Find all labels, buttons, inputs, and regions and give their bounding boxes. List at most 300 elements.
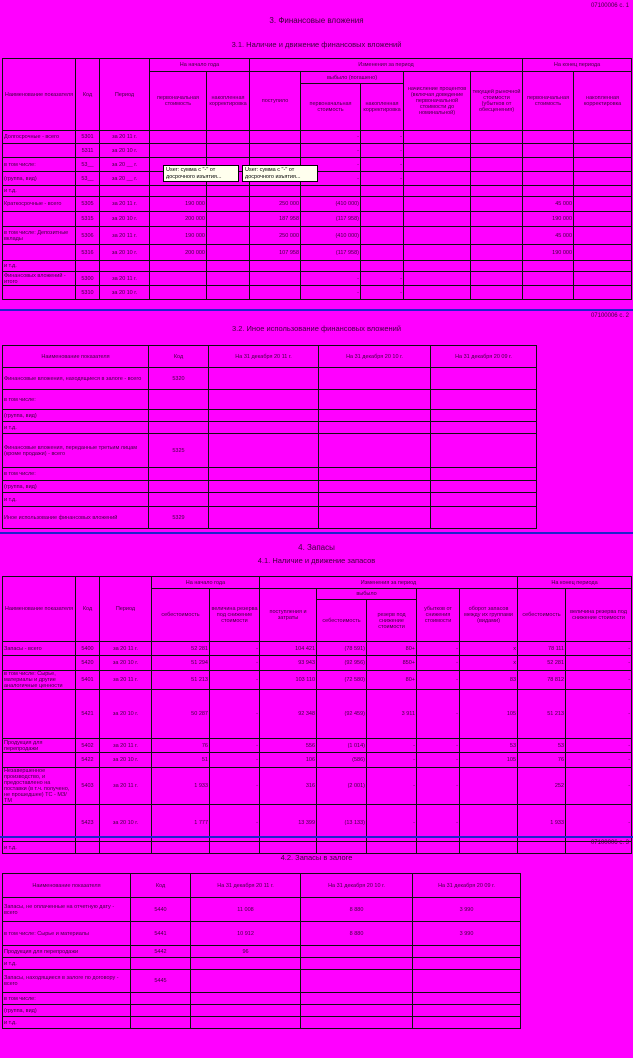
table-row	[3, 922, 521, 946]
row-value-e: 850+	[367, 656, 417, 671]
row-value-a: 200 000	[150, 245, 207, 261]
row-code: 5423	[76, 805, 100, 842]
row-name	[3, 144, 76, 158]
row-value-g: 105	[460, 753, 518, 768]
row-value-empty	[319, 410, 431, 422]
table-row	[3, 493, 537, 507]
row-value-b: -	[210, 642, 260, 656]
row-value-g	[471, 144, 523, 158]
row-value-f	[404, 186, 471, 197]
row-value-2	[301, 946, 413, 958]
row-name: Незавершенное производство, и предоставлено на поставки (в т.ч. получено, не прошедшее) ТС - МЗ/ТМ	[3, 768, 76, 805]
row-period: за 20 10 г.	[100, 212, 150, 227]
row-value-empty	[209, 434, 319, 468]
row-value-f	[404, 227, 471, 245]
row-value-e	[361, 212, 404, 227]
row-value-1	[191, 993, 301, 1005]
row-code: 5442	[131, 946, 191, 958]
row-value-h	[523, 186, 574, 197]
row-name: Запасы, не оплаченные на отчетную дату - всего	[3, 898, 131, 922]
row-value-h	[523, 172, 574, 186]
row-value-d: -	[301, 131, 361, 144]
row-value-a	[150, 186, 207, 197]
row-value-i	[574, 286, 632, 300]
row-value-f: -	[417, 753, 460, 768]
row-value-c	[250, 286, 301, 300]
col-turnover: оборот запасов между их группами (видами)	[460, 589, 518, 642]
row-value-e: -	[361, 272, 404, 286]
row-value-3	[413, 1017, 521, 1029]
row-name: и т.д.	[3, 1017, 131, 1029]
row-period: за 20 11 г.	[100, 671, 152, 690]
row-value-b	[207, 197, 250, 212]
row-value-b	[207, 212, 250, 227]
row-value-a	[150, 144, 207, 158]
table-row	[3, 993, 521, 1005]
table-row	[3, 245, 632, 261]
row-value-f	[404, 131, 471, 144]
row-value-empty	[319, 390, 431, 410]
row-value-empty	[319, 434, 431, 468]
row-code: 5441	[131, 922, 191, 946]
row-value-i	[574, 131, 632, 144]
row-value-b	[207, 186, 250, 197]
col-period-header: Период	[100, 577, 152, 642]
row-code	[131, 958, 191, 970]
row-value-b: -	[210, 768, 260, 805]
row-value-h: 190 000	[523, 212, 574, 227]
row-value-a: 50 287	[152, 690, 210, 739]
row-period: за 20 __ г.	[100, 172, 150, 186]
row-value-3	[413, 958, 521, 970]
row-name: (группа, вид)	[3, 410, 149, 422]
row-value-c	[250, 261, 301, 272]
row-value-f	[404, 261, 471, 272]
table-row	[3, 481, 537, 493]
col-adj-end: накопленная корректировка	[574, 72, 632, 131]
table-row	[3, 468, 537, 481]
row-value-empty	[209, 368, 319, 390]
table-row	[3, 1017, 521, 1029]
row-value-h: 78 812	[518, 671, 566, 690]
row-value-g: x	[460, 656, 518, 671]
row-value-h: 252	[518, 768, 566, 805]
row-value-3	[413, 1005, 521, 1017]
row-value-3: 3 990	[413, 898, 521, 922]
row-value-h: 78 111	[518, 642, 566, 656]
table-row	[3, 946, 521, 958]
row-value-e: 80+	[367, 642, 417, 656]
row-value-c	[250, 272, 301, 286]
table-row	[3, 656, 632, 671]
col-code-header: Код	[149, 346, 209, 368]
table-row	[3, 690, 632, 739]
row-period: за 20 11 г.	[100, 227, 150, 245]
col-name-header: Наименование показателя	[3, 577, 76, 642]
row-value-g	[471, 197, 523, 212]
row-value-d: (586)	[317, 753, 367, 768]
row-name: и т.д.	[3, 422, 149, 434]
row-name: Продукция для перепродажи	[3, 946, 131, 958]
row-value-1: 96	[191, 946, 301, 958]
row-value-e: -	[367, 805, 417, 842]
row-name: и т.д.	[3, 493, 149, 507]
col-reserve2: резерв под снижение стоимости	[367, 600, 417, 642]
row-value-h	[523, 131, 574, 144]
row-value-i: -	[566, 642, 632, 656]
row-value-d: (410 000)	[301, 197, 361, 212]
row-value-empty	[209, 493, 319, 507]
row-value-a: 52 281	[152, 642, 210, 656]
row-value-d: (117 958)	[301, 212, 361, 227]
row-value-a: 51	[152, 753, 210, 768]
row-name: и т.д.	[3, 261, 76, 272]
col-start-header: На начало года	[150, 59, 250, 72]
row-value-g	[471, 212, 523, 227]
row-value-2	[301, 970, 413, 993]
row-value-a	[152, 842, 210, 854]
row-code	[149, 410, 209, 422]
row-value-1	[191, 1005, 301, 1017]
row-value-a: 190 000	[150, 227, 207, 245]
row-value-e	[361, 227, 404, 245]
row-value-d: (410 000)	[301, 227, 361, 245]
row-period	[100, 261, 150, 272]
table-row	[3, 898, 521, 922]
row-value-empty	[431, 507, 537, 529]
col-market: текущей рыночной стоимости (убытков от обесценения)	[471, 72, 523, 131]
row-value-f: -	[417, 642, 460, 656]
row-value-i: -	[566, 739, 632, 753]
table-row	[3, 261, 632, 272]
row-value-i	[574, 144, 632, 158]
row-name: в том числе:	[3, 390, 149, 410]
row-name: Запасы, находящиеся в залоге по договору - всего	[3, 970, 131, 993]
row-name: и т.д.	[3, 842, 76, 854]
form-code-p3: 07100006 с. 3	[590, 840, 629, 846]
row-value-e: 80+	[367, 671, 417, 690]
row-value-b: -	[210, 753, 260, 768]
row-name: и т.д.	[3, 186, 76, 197]
table-row	[3, 671, 632, 690]
row-value-1: 10 912	[191, 922, 301, 946]
row-value-d	[301, 186, 361, 197]
row-value-2	[301, 1017, 413, 1029]
table-row	[3, 186, 632, 197]
row-value-i	[574, 245, 632, 261]
row-value-h: 1 933	[518, 805, 566, 842]
row-value-empty	[431, 434, 537, 468]
row-value-a: 76	[152, 739, 210, 753]
row-value-d: (72 580)	[317, 671, 367, 690]
row-value-g	[471, 131, 523, 144]
col-start-header: На начало года	[152, 577, 260, 589]
row-value-c: 106	[260, 753, 317, 768]
row-value-d: (13 133)	[317, 805, 367, 842]
col-date1-header: На 31 декабря 20 11 г.	[191, 874, 301, 898]
row-value-f	[404, 212, 471, 227]
row-value-i	[574, 158, 632, 172]
table-row	[3, 842, 632, 854]
row-code: 5421	[76, 690, 100, 739]
row-value-empty	[431, 468, 537, 481]
row-value-a	[150, 261, 207, 272]
row-value-i	[574, 186, 632, 197]
table-row	[3, 507, 537, 529]
row-period	[100, 186, 150, 197]
row-code: 5306	[76, 227, 100, 245]
col-date2-header: На 31 декабря 20 10 г.	[319, 346, 431, 368]
row-value-e	[361, 245, 404, 261]
section-3-title: 3. Финансовые вложения	[269, 16, 364, 25]
table-row	[3, 368, 537, 390]
row-value-c: 93 943	[260, 656, 317, 671]
row-value-c: 250 000	[250, 197, 301, 212]
row-value-g	[471, 245, 523, 261]
row-value-e	[361, 261, 404, 272]
row-name: Финансовые вложения, находящиеся в залоге - всего	[3, 368, 149, 390]
comment-tooltip-2[interactable]: User: сумма с "-" от досрочного изъятия...	[242, 165, 318, 182]
row-code: 5315	[76, 212, 100, 227]
table-row	[3, 197, 632, 212]
row-value-empty	[209, 410, 319, 422]
col-cost-end: первоначальная стоимость	[523, 72, 574, 131]
row-code	[76, 842, 100, 854]
row-value-empty	[209, 390, 319, 410]
row-code	[149, 493, 209, 507]
row-value-d: (117 958)	[301, 245, 361, 261]
row-name: Финансовых вложений - итого	[3, 272, 76, 286]
row-period: за 20 10 г.	[100, 805, 152, 842]
row-name: и т.д.	[3, 958, 131, 970]
row-code: 5402	[76, 739, 100, 753]
row-code	[149, 481, 209, 493]
row-value-empty	[319, 493, 431, 507]
table-4-1	[2, 576, 632, 854]
row-name: (группа, вид)	[3, 481, 149, 493]
row-code: 5422	[76, 753, 100, 768]
row-value-e: -	[367, 768, 417, 805]
row-value-h: 51 213	[518, 690, 566, 739]
page-break-3	[0, 836, 633, 838]
row-value-g	[471, 227, 523, 245]
row-name: в том числе: Депозитные вклады	[3, 227, 76, 245]
row-value-b	[207, 245, 250, 261]
row-value-g	[471, 186, 523, 197]
row-value-c: 316	[260, 768, 317, 805]
table-row	[3, 390, 537, 410]
row-value-1	[191, 958, 301, 970]
col-reserve: величина резерва под снижение стоимости	[210, 589, 260, 642]
row-code: 5325	[149, 434, 209, 468]
col-date1-header: На 31 декабря 20 11 г.	[209, 346, 319, 368]
row-value-e: -	[367, 753, 417, 768]
row-value-h	[523, 261, 574, 272]
row-value-f: -	[417, 690, 460, 739]
row-value-empty	[209, 422, 319, 434]
row-code: 5445	[131, 970, 191, 993]
table-row	[3, 286, 632, 300]
row-value-h	[523, 286, 574, 300]
row-value-a	[150, 131, 207, 144]
row-value-d: (78 591)	[317, 642, 367, 656]
row-value-e: -	[361, 172, 404, 186]
row-period: за 20 11 г.	[100, 642, 152, 656]
row-name: в том числе: Сырье, материалы и другие аналогичные ценности	[3, 671, 76, 690]
comment-tooltip-1[interactable]: User: сумма с "-" от досрочного изъятия...	[163, 165, 239, 182]
row-name: в том числе:	[3, 158, 76, 172]
row-period: за 20 11 г.	[100, 197, 150, 212]
col-cost2: себестоимость	[317, 600, 367, 642]
row-value-d: (2 001)	[317, 768, 367, 805]
row-value-h: 190 000	[523, 245, 574, 261]
row-value-g: x	[460, 642, 518, 656]
row-value-i: -	[566, 656, 632, 671]
col-cost: себестоимость	[152, 589, 210, 642]
row-value-b	[207, 144, 250, 158]
row-name: Краткосрочные - всего	[3, 197, 76, 212]
row-value-d	[317, 842, 367, 854]
row-value-c: 187 958	[250, 212, 301, 227]
row-value-3	[413, 993, 521, 1005]
row-value-a	[150, 272, 207, 286]
table-row	[3, 212, 632, 227]
row-value-g	[471, 158, 523, 172]
row-value-b: -	[210, 690, 260, 739]
row-value-f	[404, 286, 471, 300]
col-code-header: Код	[76, 59, 100, 131]
row-value-2	[301, 993, 413, 1005]
row-period: за 20 10 г.	[100, 690, 152, 739]
row-code	[131, 993, 191, 1005]
row-code: 5316	[76, 245, 100, 261]
col-code-header: Код	[76, 577, 100, 642]
row-value-i	[574, 261, 632, 272]
row-value-c: 104 421	[260, 642, 317, 656]
col-code-header: Код	[131, 874, 191, 898]
row-value-d: (1 014)	[317, 739, 367, 753]
row-code	[131, 1005, 191, 1017]
row-period: за 20 10 г.	[100, 144, 150, 158]
row-value-b	[210, 842, 260, 854]
row-value-g	[471, 286, 523, 300]
page-break-1	[0, 309, 633, 311]
row-code: 5329	[149, 507, 209, 529]
row-value-d: -	[301, 286, 361, 300]
row-value-g	[471, 172, 523, 186]
row-code: 53__	[76, 158, 100, 172]
row-value-h: 52 281	[518, 656, 566, 671]
row-name: Долгосрочные - всего	[3, 131, 76, 144]
col-cost-end: себестоимость	[518, 589, 566, 642]
row-value-empty	[319, 368, 431, 390]
row-period: за 20 10 г.	[100, 286, 150, 300]
row-value-b: -	[210, 739, 260, 753]
row-name: (группа, вид)	[3, 1005, 131, 1017]
row-value-i: -	[566, 805, 632, 842]
row-value-i	[574, 197, 632, 212]
row-value-d: -	[301, 144, 361, 158]
row-name: Иное использование финансовых вложений	[3, 507, 149, 529]
row-value-b: -	[210, 656, 260, 671]
row-value-e: -	[361, 158, 404, 172]
row-value-3: 3 990	[413, 922, 521, 946]
row-value-f	[404, 272, 471, 286]
col-end-header: На конец периода	[518, 577, 632, 589]
row-value-i: -	[566, 753, 632, 768]
row-value-empty	[431, 368, 537, 390]
row-value-h: 45 000	[523, 227, 574, 245]
row-code: 5403	[76, 768, 100, 805]
row-value-i	[574, 272, 632, 286]
row-code	[149, 422, 209, 434]
row-value-e	[361, 197, 404, 212]
form-code-p2: 07100006 с. 2	[590, 313, 629, 319]
row-period: за 20 11 г.	[100, 739, 152, 753]
row-code: 5300	[76, 272, 100, 286]
section-3-2-title: 3.2. Иное использование финансовых вложений	[231, 324, 402, 333]
section-3-1-title: 3.1. Наличие и движение финансовых вложений	[231, 40, 402, 49]
row-value-f: -	[417, 656, 460, 671]
row-value-empty	[319, 468, 431, 481]
row-period: за 20 11 г.	[100, 768, 152, 805]
row-value-c	[250, 186, 301, 197]
row-value-c: 107 958	[250, 245, 301, 261]
table-row	[3, 739, 632, 753]
col-cost-first: первоначальная стоимость	[150, 72, 207, 131]
col-period-header: Период	[100, 59, 150, 131]
row-value-3	[413, 946, 521, 958]
col-name-header: Наименование показателя	[3, 59, 76, 131]
row-value-d: -	[301, 158, 361, 172]
row-name: Финансовые вложения, переданные третьим лицам (кроме продажи) - всего	[3, 434, 149, 468]
col-reserve-end: величина резерва под снижение стоимости	[566, 589, 632, 642]
row-code	[149, 468, 209, 481]
row-value-empty	[431, 390, 537, 410]
row-period: за 20 11 г.	[100, 272, 150, 286]
row-name	[3, 286, 76, 300]
row-name	[3, 212, 76, 227]
section-4-title: 4. Запасы	[298, 543, 335, 552]
row-value-b	[207, 261, 250, 272]
row-value-c: 250 000	[250, 227, 301, 245]
col-loss: убытков от снижения стоимости	[417, 589, 460, 642]
row-value-c	[250, 131, 301, 144]
row-value-e: -	[361, 144, 404, 158]
table-row	[3, 970, 521, 993]
row-value-3	[413, 970, 521, 993]
table-row	[3, 272, 632, 286]
row-value-a: 190 000	[150, 197, 207, 212]
row-value-2: 8 880	[301, 898, 413, 922]
table-row	[3, 227, 632, 245]
row-name	[3, 245, 76, 261]
row-value-f	[404, 197, 471, 212]
row-code: 5310	[76, 286, 100, 300]
row-value-f: -	[417, 805, 460, 842]
col-retired: выбыло	[317, 589, 417, 600]
row-value-i	[574, 172, 632, 186]
row-value-g	[471, 261, 523, 272]
row-period: за 20 __ г.	[100, 158, 150, 172]
table-row	[3, 958, 521, 970]
row-value-f: -	[417, 671, 460, 690]
table-row	[3, 434, 537, 468]
row-value-h: 53	[518, 739, 566, 753]
row-name: (группа, вид)	[3, 172, 76, 186]
row-value-i: -	[566, 690, 632, 739]
row-value-g	[460, 842, 518, 854]
